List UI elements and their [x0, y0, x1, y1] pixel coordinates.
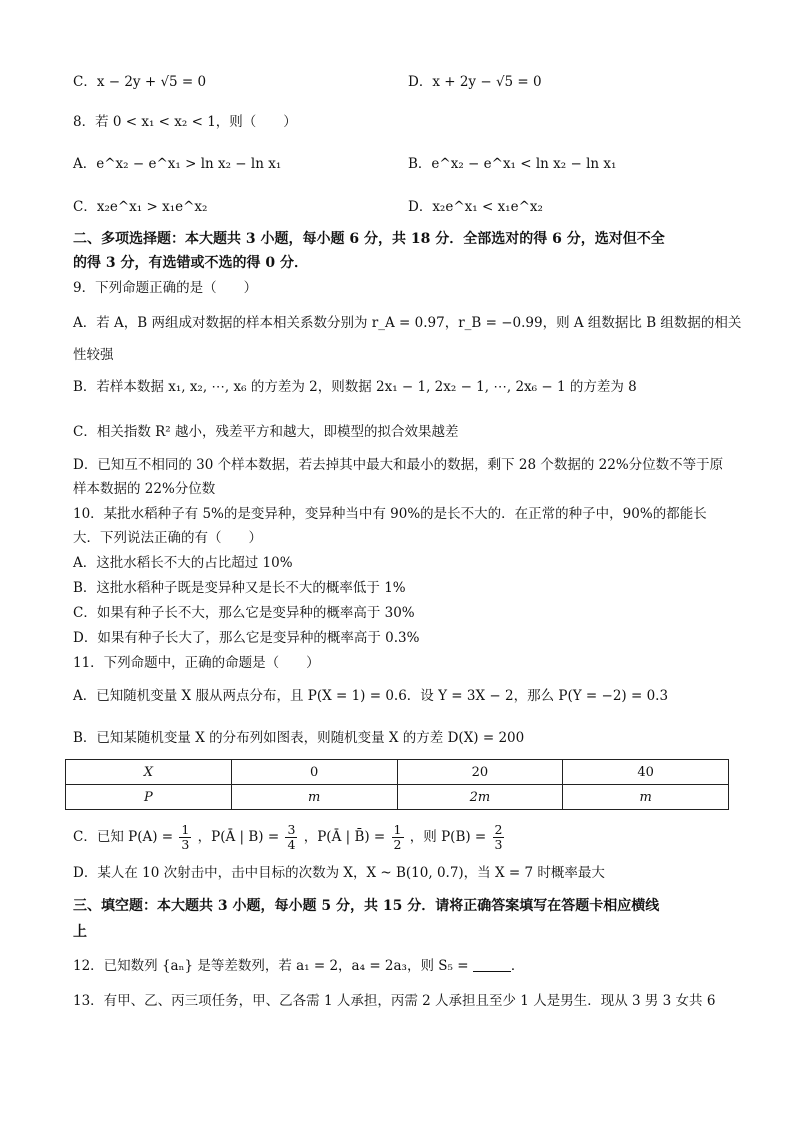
q11-option-c-prefix: C．已知 P(A) =: [73, 829, 174, 845]
q8-option-c: C．x₂e^x₁ > x₁e^x₂: [73, 199, 208, 215]
q11-stem: 11．下列命题中，正确的命题是（ ）: [73, 655, 320, 671]
q11-option-c-text: ，P(Ā | B̄) =: [303, 829, 386, 845]
section2-heading-line1: 二、多项选择题：本大题共 3 小题，每小题 6 分，共 18 分．全部选对的得 6 分，选对但不全: [73, 231, 665, 247]
table-cell: X: [66, 760, 232, 785]
distribution-table: [65, 759, 729, 810]
table-cell: 40: [563, 760, 729, 785]
q7-option-c: C．x − 2y + √5 = 0: [73, 74, 207, 90]
table-cell: m: [563, 785, 729, 810]
q8-option-d: D．x₂e^x₁ < x₁e^x₂: [408, 199, 543, 215]
q10-option-d: D．如果有种子长大了，那么它是变异种的概率高于 0.3%: [73, 630, 420, 646]
q11-option-a: A．已知随机变量 X 服从两点分布，且 P(X = 1) = 0.6．设 Y = 3X − 2，那么 P(Y = −2) = 0.3: [73, 688, 669, 704]
q11-option-d: D．某人在 10 次射击中，击中目标的次数为 X，X ~ B(10, 0.7)，当 X = 7 时概率最大: [73, 865, 605, 881]
q11-option-c-text: ，P(Ā | B) =: [197, 829, 280, 845]
q9-stem: 9．下列命题正确的是（ ）: [73, 280, 258, 296]
table-cell: m: [231, 785, 397, 810]
section2-heading-line2: 的得 3 分，有选错或不选的得 0 分．: [73, 255, 308, 271]
section3-heading-line2: 上: [73, 924, 87, 940]
q9-option-d-line1: D．已知互不相同的 30 个样本数据，若去掉其中最大和最小的数据，剩下 28 个数据的 22%分位数不等于原: [73, 457, 724, 473]
table-cell: P: [66, 785, 232, 810]
q12-stem-line: [73, 956, 524, 976]
q12-end: ．: [510, 958, 525, 974]
fraction: [285, 823, 297, 852]
q8-option-b: B．e^x₂ − e^x₁ < ln x₂ − ln x₁: [408, 156, 617, 172]
q11-option-c-text: ，则 P(B) =: [409, 829, 487, 845]
numerator: 1: [393, 822, 402, 837]
fraction: [179, 823, 191, 852]
q10-stem-line1: 10．某批水稻种子有 5%的是变异种，变异种当中有 90%的是长不大的．在正常的种子中，90%的都能长: [73, 506, 707, 522]
answer-blank: [473, 957, 511, 972]
table-cell: 2m: [397, 785, 563, 810]
fraction: [493, 823, 505, 852]
numerator: 1: [181, 822, 190, 837]
q11-option-b: B．已知某随机变量 X 的分布列如图表，则随机变量 X 的方差 D(X) = 200: [73, 730, 525, 746]
table-cell: 0: [231, 760, 397, 785]
q7-option-d: D．x + 2y − √5 = 0: [408, 74, 542, 90]
fraction: [392, 823, 404, 852]
table-cell: 20: [397, 760, 563, 785]
q9-option-a-line2: 性较强: [73, 347, 114, 363]
q12-stem: 12．已知数列 {aₙ} 是等差数列，若 a₁ = 2，a₄ = 2a₃，则 S₅ =: [73, 958, 469, 974]
denominator: 3: [181, 837, 190, 852]
q8-option-a: A．e^x₂ − e^x₁ > ln x₂ − ln x₁: [73, 156, 282, 172]
q9-option-b: B．若样本数据 x₁, x₂, ⋯, x₆ 的方差为 2，则数据 2x₁ − 1, 2x₂ − 1, ⋯, 2x₆ − 1 的方差为 8: [73, 379, 637, 395]
denominator: 4: [287, 837, 296, 852]
denominator: 3: [494, 837, 503, 852]
table-row: [66, 785, 729, 810]
q9-option-a-line1: A．若 A，B 两组成对数据的样本相关系数分别为 r_A = 0.97，r_B = −0.99，则 A 组数据比 B 组数据的相关: [73, 315, 742, 331]
q10-option-a: A．这批水稻长不大的占比超过 10%: [73, 555, 293, 571]
q10-stem-line2: 大．下列说法正确的有（ ）: [73, 530, 262, 546]
section3-heading-line1: 三、填空题：本大题共 3 小题，每小题 5 分，共 15 分．请将正确答案填写在答题卡相应横线: [73, 898, 660, 914]
denominator: 2: [393, 837, 402, 852]
q11-option-c: [73, 820, 506, 854]
q10-option-c: C．如果有种子长不大，那么它是变异种的概率高于 30%: [73, 605, 415, 621]
q8-stem: 8．若 0 < x₁ < x₂ < 1，则（ ）: [73, 114, 297, 130]
q10-option-b: B．这批水稻种子既是变异种又是长不大的概率低于 1%: [73, 580, 406, 596]
q13-stem: 13．有甲、乙、丙三项任务，甲、乙各需 1 人承担，丙需 2 人承担且至少 1 人是男生．现从 3 男 3 女共 6: [73, 993, 716, 1009]
q9-option-d-line2: 样本数据的 22%分位数: [73, 481, 216, 497]
numerator: 3: [287, 822, 296, 837]
numerator: 2: [494, 822, 503, 837]
q9-option-c: C．相关指数 R² 越小，残差平方和越大，即模型的拟合效果越差: [73, 424, 459, 440]
table-row: [66, 760, 729, 785]
